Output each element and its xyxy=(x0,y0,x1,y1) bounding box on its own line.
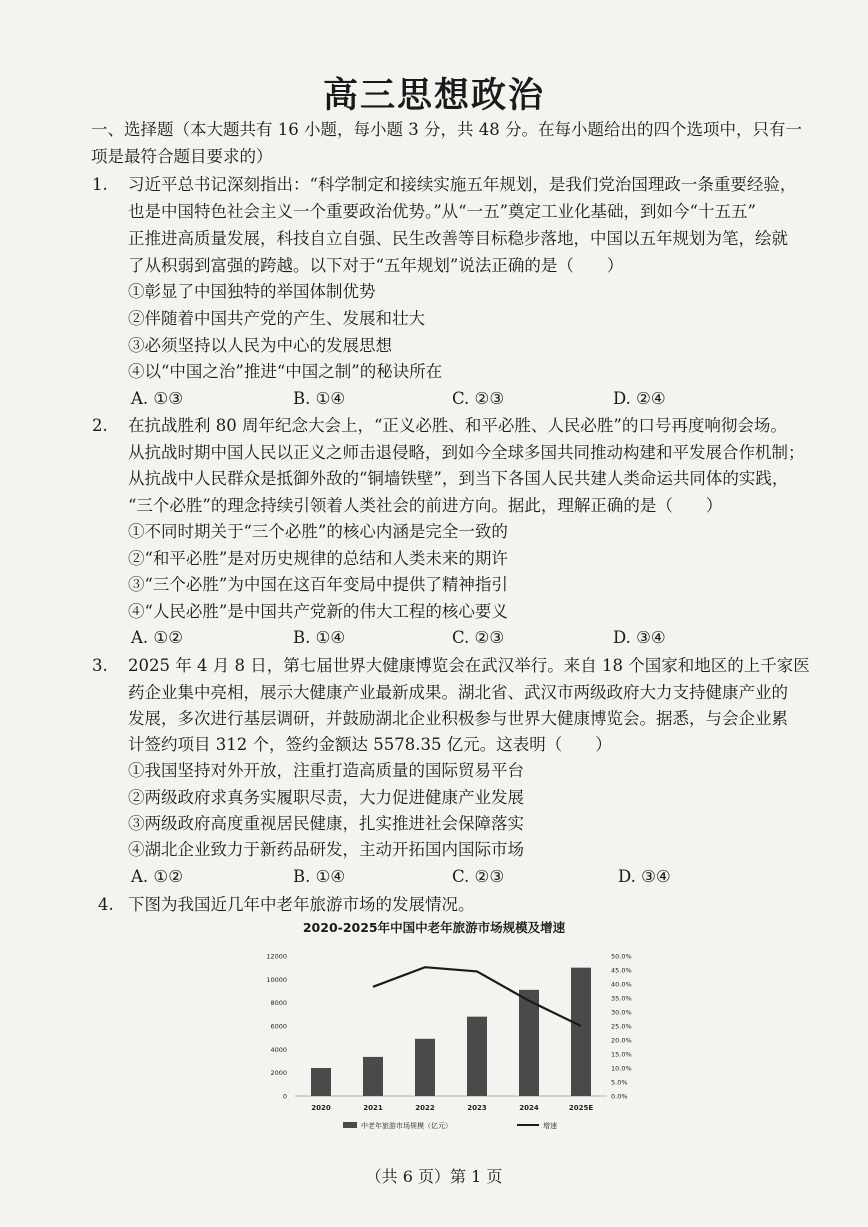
x-tick-label: 2023 xyxy=(467,1104,487,1112)
bar xyxy=(467,1017,487,1096)
q2-stem-line: 在抗战胜利 80 周年纪念大会上，“正义必胜、和平必胜、人民必胜”的口号再度响彻会场。 xyxy=(128,416,787,435)
q1-stem-line: 正推进高质量发展，科技自立自强、民生改善等目标稳步落地，中国以五年规划为笔，绘就 xyxy=(128,229,788,248)
q3-item: ④湖北企业致力于新药品研发，主动开拓国内国际市场 xyxy=(128,840,524,859)
legend-label-line: 增速 xyxy=(543,1122,557,1130)
y-left-tick-label: 0 xyxy=(282,1092,287,1101)
y-right-tick-label: 35.0% xyxy=(611,994,632,1003)
q2-item: ④“人民必胜”是中国共产党新的伟大工程的核心要义 xyxy=(128,602,508,621)
y-left-tick-label: 2000 xyxy=(270,1069,287,1078)
q2-item: ②“和平必胜”是对历史规律的总结和人类未来的期许 xyxy=(128,549,508,568)
bar xyxy=(311,1068,331,1096)
y-right-tick-label: 50.0% xyxy=(611,952,632,961)
q3-item: ①我国坚持对外开放，注重打造高质量的国际贸易平台 xyxy=(128,761,524,780)
bar xyxy=(415,1039,435,1096)
q2-option-b: B. ①④ xyxy=(293,628,346,647)
q3-stem-line: 2025 年 4 月 8 日，第七届世界大健康博览会在武汉举行。来自 18 个国家和地区的上千家医 xyxy=(128,656,810,675)
q1-item: ①彰显了中国独特的举国体制优势 xyxy=(128,282,376,301)
q2-option-a: A. ①② xyxy=(131,628,183,647)
page-title: 高三思想政治 xyxy=(322,76,545,116)
q1-option-a: A. ①③ xyxy=(131,389,183,408)
y-right-tick-label: 10.0% xyxy=(611,1064,632,1073)
section-heading-line2: 项是最符合题目要求的） xyxy=(91,147,273,166)
bar xyxy=(571,968,591,1096)
q1-item: ③必须坚持以人民为中心的发展思想 xyxy=(128,336,392,355)
q1-item: ②伴随着中国共产党的产生、发展和壮大 xyxy=(128,309,425,328)
q3-item: ②两级政府求真务实履职尽责，大力促进健康产业发展 xyxy=(128,788,524,807)
y-left-tick-label: 8000 xyxy=(270,999,287,1008)
y-right-tick-label: 45.0% xyxy=(611,966,632,975)
q1-option-c: C. ②③ xyxy=(452,389,505,408)
q3-stem-line: 药企业集中亮相，展示大健康产业最新成果。湖北省、武汉市两级政府大力支持健康产业的 xyxy=(128,683,788,702)
y-left-tick-label: 6000 xyxy=(270,1022,287,1031)
q4-number: 4. xyxy=(98,895,114,914)
y-left-tick-label: 10000 xyxy=(266,975,287,984)
x-tick-label: 2025E xyxy=(568,1104,594,1112)
q1-option-d: D. ②④ xyxy=(613,389,666,408)
market-chart xyxy=(255,938,655,1138)
q2-item: ③“三个必胜”为中国在这百年变局中提供了精神指引 xyxy=(128,575,508,594)
x-tick-label: 2022 xyxy=(415,1104,435,1112)
chart-title: 2020-2025年中国中老年旅游市场规模及增速 xyxy=(302,920,566,935)
y-left-tick-label: 4000 xyxy=(270,1045,287,1054)
x-tick-label: 2020 xyxy=(311,1104,331,1112)
q3-item: ③两级政府高度重视居民健康，扎实推进社会保障落实 xyxy=(128,814,524,833)
bar xyxy=(519,990,539,1096)
legend-label-bars: 中老年旅游市场规模（亿元） xyxy=(361,1122,452,1130)
q3-option-a: A. ①② xyxy=(131,867,183,886)
y-right-tick-label: 20.0% xyxy=(611,1036,632,1045)
q3-option-c: C. ②③ xyxy=(452,867,505,886)
q4-stem: 下图为我国近几年中老年旅游市场的发展情况。 xyxy=(128,895,475,914)
y-right-tick-label: 5.0% xyxy=(611,1078,628,1087)
y-left-tick-label: 12000 xyxy=(266,952,287,961)
q2-item: ①不同时期关于“三个必胜”的核心内涵是完全一致的 xyxy=(128,522,508,541)
section-heading-line1: 一、选择题（本大题共有 16 小题，每小题 3 分，共 48 分。在每小题给出的四个选项中，只有一 xyxy=(91,120,802,139)
q1-stem-line: 习近平总书记深刻指出：“科学制定和接续实施五年规划，是我们党治国理政一条重要经验， xyxy=(128,175,797,194)
q1-number: 1. xyxy=(92,175,108,194)
q2-stem-line: 从抗战时期中国人民以正义之师击退侵略，到如今全球多国共同推动构建和平发展合作机制； xyxy=(128,443,805,462)
q1-option-b: B. ①④ xyxy=(293,389,346,408)
x-tick-label: 2021 xyxy=(363,1104,383,1112)
q1-item: ④以“中国之治”推进“中国之制”的秘诀所在 xyxy=(128,362,443,381)
legend-swatch-bars xyxy=(343,1122,357,1128)
y-right-tick-label: 30.0% xyxy=(611,1008,632,1017)
q1-stem-line: 了从积弱到富强的跨越。以下对于“五年规划”说法正确的是（ ） xyxy=(128,256,624,275)
q3-stem-line: 发展，多次进行基层调研，并鼓励湖北企业积极参与世界大健康博览会。据悉，与会企业累 xyxy=(128,709,788,728)
y-right-tick-label: 0.0% xyxy=(611,1092,628,1101)
q2-stem-line: 从抗战中人民群众是抵御外敌的“铜墙铁壁”，到当下各国人民共建人类命运共同体的实践， xyxy=(128,469,789,488)
q2-option-d: D. ③④ xyxy=(613,628,666,647)
q3-number: 3. xyxy=(92,656,108,675)
q3-stem-line: 计签约项目 312 个，签约金额达 5578.35 亿元。这表明（ ） xyxy=(128,735,612,754)
y-right-tick-label: 15.0% xyxy=(611,1050,632,1059)
q2-stem-line: “三个必胜”的理念持续引领着人类社会的前进方向。据此，理解正确的是（ ） xyxy=(128,496,723,515)
q2-option-c: C. ②③ xyxy=(452,628,505,647)
bar xyxy=(363,1057,383,1096)
q2-number: 2. xyxy=(92,416,108,435)
q3-option-b: B. ①④ xyxy=(293,867,346,886)
x-tick-label: 2024 xyxy=(519,1104,539,1112)
page-footer: （共 6 页）第 1 页 xyxy=(365,1167,503,1186)
y-right-tick-label: 40.0% xyxy=(611,980,632,989)
q3-option-d: D. ③④ xyxy=(618,867,671,886)
y-right-tick-label: 25.0% xyxy=(611,1022,632,1031)
q1-stem-line: 也是中国特色社会主义一个重要政治优势。”从“一五”奠定工业化基础，到如今“十五五” xyxy=(128,202,756,221)
